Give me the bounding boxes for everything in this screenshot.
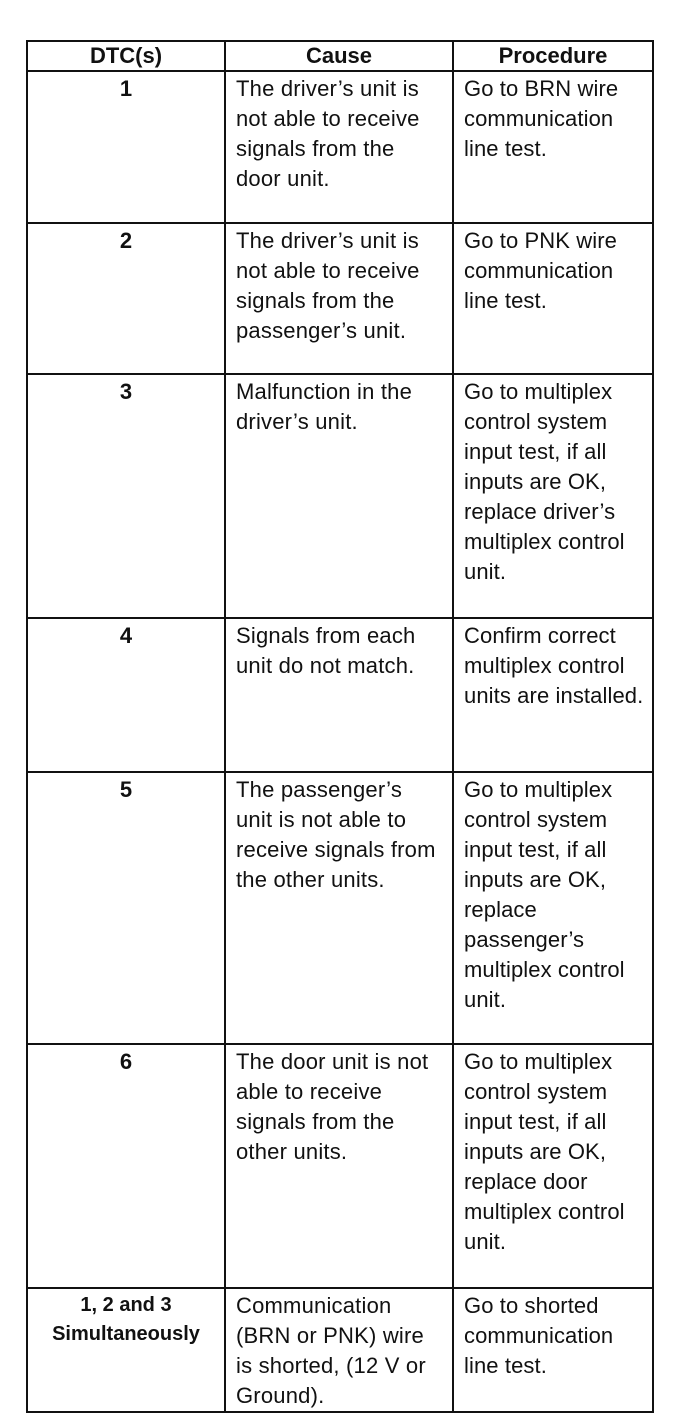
- header-dtc: DTC(s): [27, 41, 225, 71]
- table-row: [27, 772, 653, 1044]
- procedure-text: Go to multiplex control system input test, if all inputs are OK, replace passenger’s multiplex control unit.: [453, 772, 653, 1044]
- dtc-code: 6: [27, 1044, 225, 1288]
- table-row: [27, 1288, 653, 1412]
- header-row: [27, 41, 653, 71]
- dtc-code: 4: [27, 618, 225, 772]
- procedure-text: Go to PNK wire communication line test.: [453, 223, 653, 374]
- table-row: [27, 1044, 653, 1288]
- table-row: [27, 374, 653, 618]
- cause-text: The door unit is not able to receive signals from the other units.: [225, 1044, 453, 1288]
- table-row: [27, 223, 653, 374]
- cause-text: The driver’s unit is not able to receive signals from the door unit.: [225, 71, 453, 223]
- cause-text: Signals from each unit do not match.: [225, 618, 453, 772]
- procedure-text: Confirm correct multiplex control units are installed.: [453, 618, 653, 772]
- procedure-text: Go to multiplex control system input test, if all inputs are OK, replace driver’s multiplex control unit.: [453, 374, 653, 618]
- dtc-code: 2: [27, 223, 225, 374]
- dtc-code: 1: [27, 71, 225, 223]
- table-row: [27, 71, 653, 223]
- procedure-text: Go to shorted communication line test.: [453, 1288, 653, 1412]
- header-cause: Cause: [225, 41, 453, 71]
- cause-text: The passenger’s unit is not able to receive signals from the other units.: [225, 772, 453, 1044]
- cause-text: The driver’s unit is not able to receive signals from the passenger’s unit.: [225, 223, 453, 374]
- dtc-table: [26, 40, 654, 1413]
- cause-text: Communication (BRN or PNK) wire is shorted, (12 V or Ground).: [225, 1288, 453, 1412]
- dtc-code: 5: [27, 772, 225, 1044]
- dtc-code: 3: [27, 374, 225, 618]
- procedure-text: Go to BRN wire communication line test.: [453, 71, 653, 223]
- dtc-code: 1, 2 and 3 Simultaneously: [27, 1288, 225, 1412]
- table-row: [27, 618, 653, 772]
- procedure-text: Go to multiplex control system input test, if all inputs are OK, replace door multiplex control unit.: [453, 1044, 653, 1288]
- cause-text: Malfunction in the driver’s unit.: [225, 374, 453, 618]
- header-procedure: Procedure: [453, 41, 653, 71]
